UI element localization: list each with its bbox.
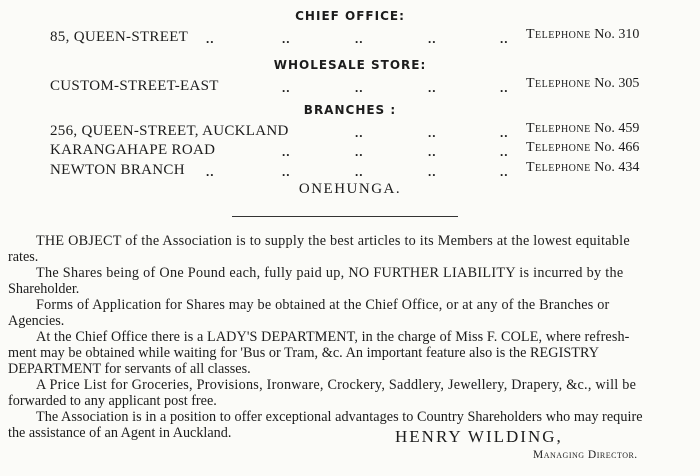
telephone: [526, 121, 639, 137]
leader-dots: ..: [282, 31, 291, 46]
leader-dots: ..: [355, 80, 364, 95]
telephone-label: Telephone: [526, 140, 591, 155]
leader-dots: ..: [282, 80, 291, 95]
shares-paragraph-line-2: Shareholder.: [8, 281, 80, 297]
forms-paragraph-line-2: Agencies.: [8, 313, 65, 329]
shares-paragraph-line-1: The Shares being of One Pound each, fully paid up, NO FURTHER LIABILITY is incurred by the: [36, 265, 624, 281]
telephone: [526, 27, 639, 43]
country-shareholders-paragraph-line-1: The Association is in a position to offer exceptional advantages to Country Shareholders who may require: [36, 409, 643, 425]
address: CUSTOM-STREET-EAST: [50, 78, 219, 94]
leader-dots: ..: [206, 31, 215, 46]
leader-dots: ..: [355, 125, 364, 140]
address: 256, QUEEN-STREET, AUCKLAND: [50, 123, 289, 139]
country-shareholders-paragraph-line-2: the assistance of an Agent in Auckland.: [8, 425, 232, 441]
leader-dots: ..: [500, 80, 509, 95]
ladys-department-paragraph-line-3: DEPARTMENT for servants of all classes.: [8, 361, 251, 377]
leader-dots: ..: [428, 164, 437, 179]
leader-dots: ..: [282, 164, 291, 179]
chief-office-heading: CHIEF OFFICE:: [295, 9, 405, 23]
forms-paragraph-line-1: Forms of Application for Shares may be obtained at the Chief Office, or at any of the Branches or: [36, 297, 610, 313]
address: 85, QUEEN-STREET: [50, 29, 189, 45]
telephone-number: No. 466: [594, 140, 640, 155]
object-paragraph-line-2: rates.: [8, 249, 39, 265]
leader-dots: ..: [500, 125, 509, 140]
telephone: [526, 76, 639, 92]
telephone: [526, 140, 639, 156]
telephone-number: No. 434: [594, 160, 640, 175]
address: KARANGAHAPE ROAD: [50, 142, 216, 158]
leader-dots: ..: [428, 125, 437, 140]
signature-name: HENRY WILDING,: [395, 427, 563, 446]
telephone: [526, 160, 639, 176]
price-list-paragraph-line-1: A Price List for Groceries, Provisions, Ironware, Crockery, Saddlery, Jewellery, Drapery, &c., will be: [36, 377, 637, 393]
object-paragraph-line-1: THE OBJECT of the Association is to supply the best articles to its Members at the lowest equitable: [36, 233, 630, 249]
telephone-number: No. 305: [594, 76, 640, 91]
price-list-paragraph-line-2: forwarded to any applicant post free.: [8, 393, 217, 409]
wholesale-store-heading: WHOLESALE STORE:: [273, 58, 427, 72]
leader-dots: ..: [355, 144, 364, 159]
telephone-label: Telephone: [526, 160, 591, 175]
telephone-label: Telephone: [526, 76, 591, 91]
signature-title: Managing Director.: [533, 449, 638, 461]
ladys-department-paragraph-line-1: At the Chief Office there is a LADY'S DEPARTMENT, in the charge of Miss F. COLE, where refresh-: [36, 329, 630, 345]
telephone-label: Telephone: [526, 121, 591, 136]
leader-dots: ..: [500, 144, 509, 159]
leader-dots: ..: [282, 144, 291, 159]
telephone-number: No. 310: [594, 27, 640, 42]
leader-dots: ..: [428, 31, 437, 46]
onehunga-branch: ONEHUNGA.: [298, 181, 402, 197]
leader-dots: ..: [500, 164, 509, 179]
telephone-label: Telephone: [526, 27, 591, 42]
ladys-department-paragraph-line-2: ment may be obtained while waiting for 'Bus or Tram, &c. An important feature also is the REGISTRY: [8, 345, 600, 361]
leader-dots: ..: [355, 31, 364, 46]
telephone-number: No. 459: [594, 121, 640, 136]
divider-rule: [232, 216, 458, 217]
address: NEWTON BRANCH: [50, 162, 185, 178]
leader-dots: ..: [355, 164, 364, 179]
leader-dots: ..: [500, 31, 509, 46]
leader-dots: ..: [206, 164, 215, 179]
branches-heading: BRANCHES :: [303, 103, 397, 117]
leader-dots: ..: [428, 80, 437, 95]
leader-dots: ..: [428, 144, 437, 159]
